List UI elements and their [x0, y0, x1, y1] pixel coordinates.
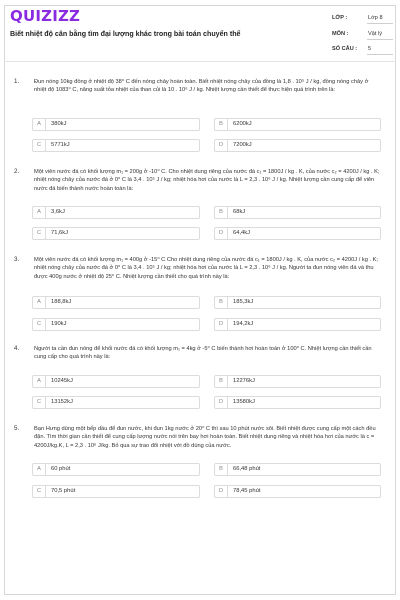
option-letter: A — [33, 297, 46, 308]
question-number: 3. — [14, 256, 20, 263]
option-letter: C — [33, 140, 46, 151]
question-number: 4. — [14, 345, 20, 352]
option-c[interactable] — [32, 227, 200, 240]
meta-subject-value: Vật lý — [368, 31, 382, 37]
question-number: 5. — [14, 425, 20, 432]
page-title: Biết nhiệt độ cân bằng tìm đại lượng khác trong bài toán chuyển thể — [10, 30, 241, 38]
option-a[interactable] — [32, 463, 200, 476]
option-text: 70,5 phút — [51, 488, 76, 494]
option-d[interactable] — [214, 318, 381, 331]
option-letter: D — [215, 397, 228, 408]
meta-subject-underline — [367, 39, 393, 40]
option-text: 13580kJ — [233, 399, 255, 405]
question-text: Bạn Hưng dùng một bếp dầu để đun nước, khi đun 1kg nước ở 20⁰ C thì sau 10 phút nước sôi. Biết nhiệt được cung cấp một cách đều đặn. Tìm thời gian cần thiết để cung cấp lượng nước nói trên bay hơi hoàn toàn. Biết nhiệt dung riêng và nhiệt hóa hơi của nước là c = 4200J/kg.K, L = 2,3 . 10⁶ J/kg. Bỏ qua sự trao đổi nhiệt với đồ dùng của nước. — [34, 426, 376, 449]
option-c[interactable] — [32, 485, 200, 498]
option-text: 13152kJ — [51, 399, 73, 405]
option-text: 64,4kJ — [233, 230, 251, 236]
option-c[interactable] — [32, 318, 200, 331]
option-text: 68kJ — [233, 209, 246, 215]
option-letter: C — [33, 486, 46, 497]
meta-grade-underline — [367, 23, 393, 24]
option-letter: C — [33, 319, 46, 330]
question-text: Một viên nước đá có khối lượng m₁ = 200g ở -10⁰ C. Cho nhiệt dung riêng của nước đá c₁ = 1800J / kg . K, của nước c₂ = 4200J / kg . K; nhiệt nóng chảy của nước đá ở 0⁰ C là 3,4 . 10⁵ J / kg; nhiệt hóa hơi của nước là L = 2,3 . 10⁶ J / kg. Nhiệt lượng cần cung cấp để viên nước đá biến thành nước hoàn toàn là: — [34, 169, 380, 192]
option-letter: D — [215, 486, 228, 497]
meta-count-label: SỐ CÂU : — [332, 46, 358, 52]
header-divider — [4, 61, 396, 62]
meta-grade-label: LỚP : — [332, 15, 348, 21]
quizizz-logo: QUIZIZZ — [10, 7, 81, 25]
option-text: 5771kJ — [51, 142, 70, 148]
option-d[interactable] — [214, 139, 381, 152]
option-letter: A — [33, 119, 46, 130]
question-number: 1. — [14, 78, 20, 85]
option-letter: C — [33, 397, 46, 408]
option-letter: B — [215, 207, 228, 218]
option-letter: D — [215, 140, 228, 151]
question-text: Đun nóng 10kg đồng ở nhiệt độ 38⁰ C đến nóng chảy hoàn toàn. Biết nhiệt nóng chảy của đồng là 1,8 . 10⁵ J / kg, đồng nóng chảy ở nhiệt độ 1083⁰ C, nâng suất tỏa nhiệt của than củi là 10 . 10⁶ J / kg. Nhiệt lượng cần thiết để thực hiện quá trình trên là: — [34, 79, 369, 94]
option-text: 190kJ — [51, 321, 67, 327]
option-letter: B — [215, 464, 228, 475]
option-letter: D — [215, 228, 228, 239]
option-a[interactable] — [32, 118, 200, 131]
option-text: 66,48 phút — [233, 466, 261, 472]
option-b[interactable] — [214, 206, 381, 219]
option-text: 3,6kJ — [51, 209, 65, 215]
option-text: 188,8kJ — [51, 299, 72, 305]
question-text: Người ta cần đun nóng để khối nước đá có khối lượng m₁ = 4kg ở -5⁰ C biến thành hơi hoàn toàn ở 100⁰ C. Nhiệt lượng cần thiết cần cung cấp cho quá trình này là: — [34, 346, 372, 361]
option-letter: B — [215, 297, 228, 308]
option-text: 78,45 phút — [233, 488, 261, 494]
meta-subject-label: MÔN : — [332, 31, 349, 37]
option-letter: A — [33, 376, 46, 387]
meta-count-underline — [367, 54, 393, 55]
option-text: 185,3kJ — [233, 299, 254, 305]
option-b[interactable] — [214, 118, 381, 131]
option-d[interactable] — [214, 485, 381, 498]
option-text: 71,6kJ — [51, 230, 69, 236]
option-b[interactable] — [214, 375, 381, 388]
option-letter: C — [33, 228, 46, 239]
option-d[interactable] — [214, 227, 381, 240]
question-text: Một viên nước đá có khối lượng m₁ = 400g ở -15⁰ C Cho nhiệt dung riêng của nước đá c₁ = 1800J / kg . K, của nước c₂ = 4200J / kg . K; nhiệt nóng chảy của nước đá ở 0⁰ C là 3,4 . 10⁵ J / kg; nhiệt hóa hơi của nước là L = 2,3 . 10⁶ J / kg. Người ta đun nóng viên đá và thu được 400g nước ở nhiệt độ 25⁰ C. Nhiệt lượng cần thiết cho quá trình này là: — [34, 257, 378, 280]
option-text: 6200kJ — [233, 121, 252, 127]
option-c[interactable] — [32, 396, 200, 409]
option-a[interactable] — [32, 206, 200, 219]
option-a[interactable] — [32, 296, 200, 309]
option-d[interactable] — [214, 396, 381, 409]
meta-count-value: 5 — [368, 46, 372, 52]
option-text: 10245kJ — [51, 378, 73, 384]
option-letter: D — [215, 319, 228, 330]
option-b[interactable] — [214, 463, 381, 476]
option-letter: B — [215, 376, 228, 387]
option-letter: A — [33, 207, 46, 218]
option-letter: A — [33, 464, 46, 475]
option-text: 60 phút — [51, 466, 71, 472]
question-number: 2. — [14, 168, 20, 175]
option-c[interactable] — [32, 139, 200, 152]
option-text: 7200kJ — [233, 142, 252, 148]
option-b[interactable] — [214, 296, 381, 309]
option-letter: B — [215, 119, 228, 130]
option-text: 380kJ — [51, 121, 67, 127]
option-text: 194,2kJ — [233, 321, 254, 327]
meta-grade-value: Lớp 8 — [368, 15, 383, 21]
option-a[interactable] — [32, 375, 200, 388]
option-text: 12276kJ — [233, 378, 255, 384]
